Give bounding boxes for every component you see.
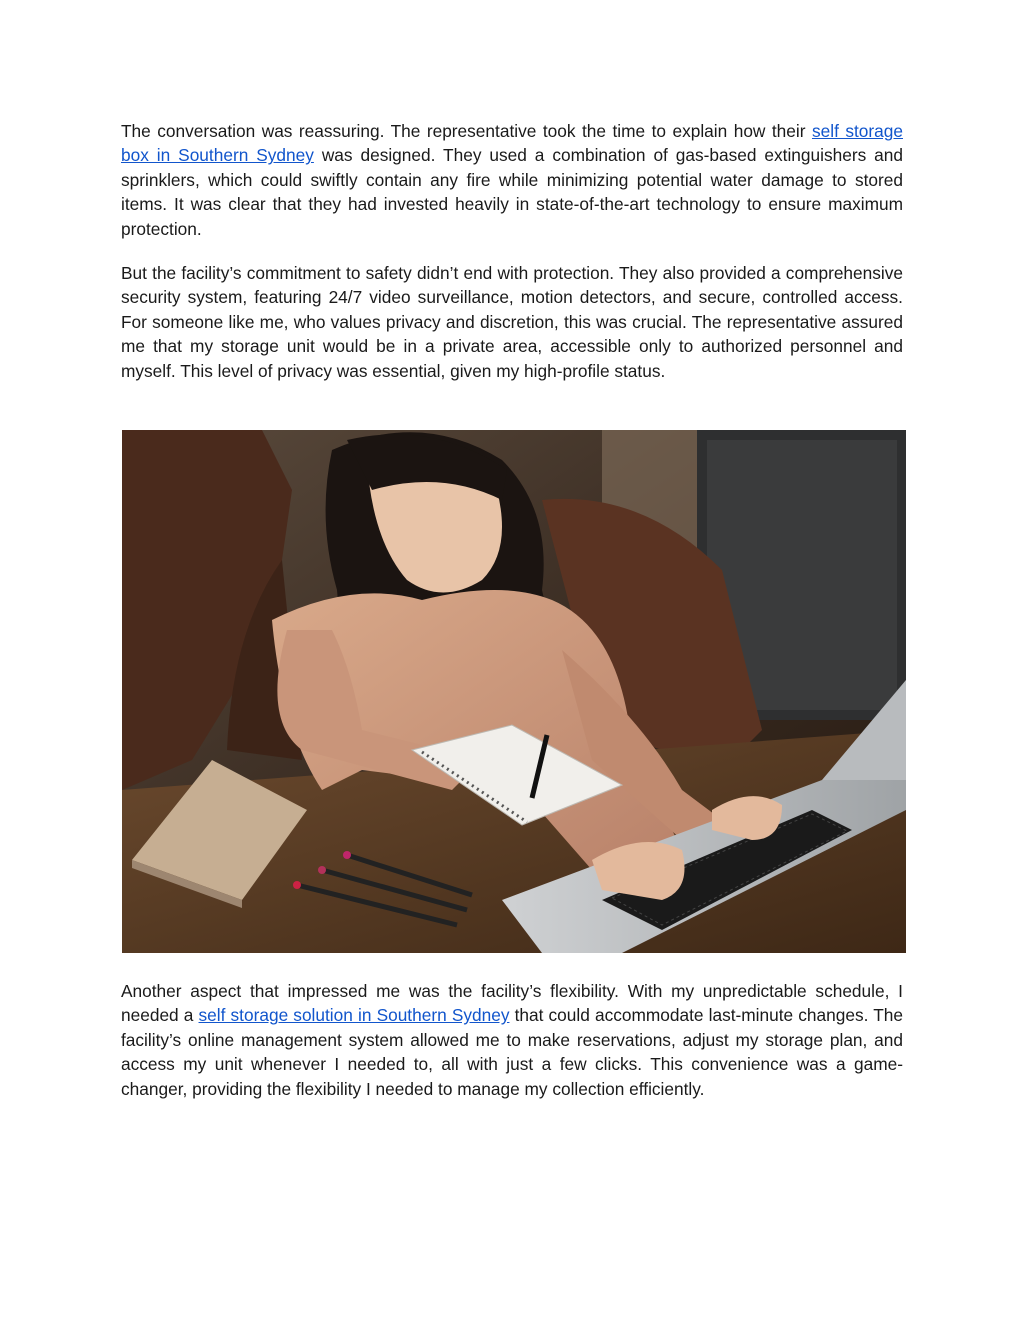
paragraph-1-text-before: The conversation was reassuring. The representative took the time to explain how their [121, 121, 812, 141]
paragraph-3-text-before: Another aspect that impressed me was the facility’s flexibility. With my unpredictable schedule, I needed a [121, 981, 903, 1026]
paragraph-1-text-after: was designed. They used a combination of gas-based extinguishers and sprinklers, which could swiftly contain any fire while minimizing potential water damage to stored items. It was clear that they had invested heavily in state-of-the-art technology to ensure maximum protection. [121, 145, 903, 239]
self-storage-solution-link[interactable]: self storage solution in Southern Sydney [198, 1005, 510, 1026]
paragraph-fire-protection [121, 119, 903, 241]
self-storage-box-link[interactable]: self storage box in Southern Sydney [121, 121, 903, 166]
paragraph-3-text-after: that could accommodate last-minute changes. The facility’s online management system allowed me to make reservations, adjust my storage plan, and access my unit whenever I needed to, all with just a few clicks. This convenience was a game-changer, providing the flexibility I needed to manage my collection efficiently. [121, 1005, 903, 1099]
paragraph-security: But the facility’s commitment to safety didn’t end with protection. They also provided a comprehensive security system, featuring 24/7 video surveillance, motion detectors, and secure, controlled access. For someone like me, who values privacy and discretion, this was crucial. The representative assured me that my storage unit would be in a private area, accessible only to authorized personnel and myself. This level of privacy was essential, given my high-profile status. [121, 263, 903, 381]
paragraph-flexibility [121, 979, 903, 1101]
woman-typing-on-laptop-photo [122, 430, 906, 953]
